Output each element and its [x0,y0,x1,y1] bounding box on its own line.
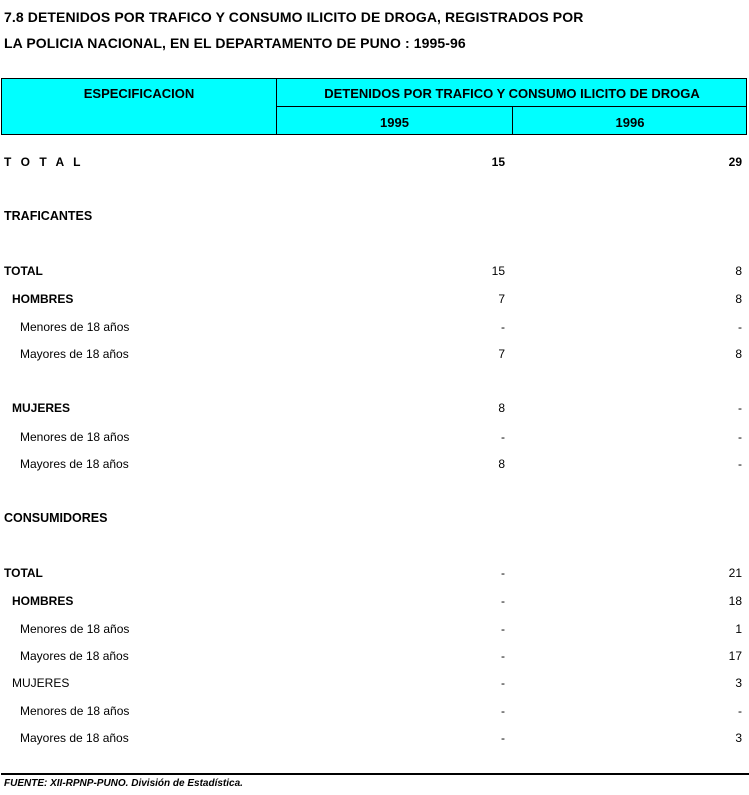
section-heading-traficantes: TRAFICANTES [4,209,93,223]
source-note: FUENTE: XII-RPNP-PUNO. División de Estadística. [4,778,243,789]
table-row: HOMBRES 7 8 [12,292,742,306]
table-title-line1: 7.8 DETENIDOS POR TRAFICO Y CONSUMO ILICITO DE DROGA, REGISTRADOS POR [4,9,584,25]
table-row: Menores de 18 años - - [20,430,742,444]
row-label: T O T A L [4,155,84,169]
header-year-1995: 1995 [380,115,409,130]
header-group: DETENIDOS POR TRAFICO Y CONSUMO ILICITO DE DROGA [324,86,700,101]
table-row-grand-total [0,155,749,173]
value-1995: 15 [491,155,505,169]
header-especificacion: ESPECIFICACION [83,86,195,101]
table-row: MUJERES - 3 [12,676,742,690]
table-row: Menores de 18 años - - [20,704,742,718]
table-title-line2: LA POLICIA NACIONAL, EN EL DEPARTAMENTO DE PUNO : 1995-96 [4,35,466,51]
table-row: Mayores de 18 años - 3 [20,731,742,745]
table-row: Menores de 18 años - - [20,320,742,334]
header-year-1996: 1996 [615,115,645,130]
table-row: MUJERES 8 - [12,401,742,415]
footer-divider [1,773,749,775]
table-header [1,78,747,135]
table-row: Mayores de 18 años - 17 [20,649,742,663]
table-row: TOTAL - 21 [4,566,742,580]
table-row: Mayores de 18 años 7 8 [20,347,742,361]
table-row: Menores de 18 años - 1 [20,622,742,636]
table-row: TOTAL 15 8 [4,264,742,278]
table-row: HOMBRES - 18 [12,594,742,608]
table-row: Mayores de 18 años 8 - [20,457,742,471]
section-heading-consumidores: CONSUMIDORES [4,511,108,525]
value-1996: 29 [728,155,742,169]
